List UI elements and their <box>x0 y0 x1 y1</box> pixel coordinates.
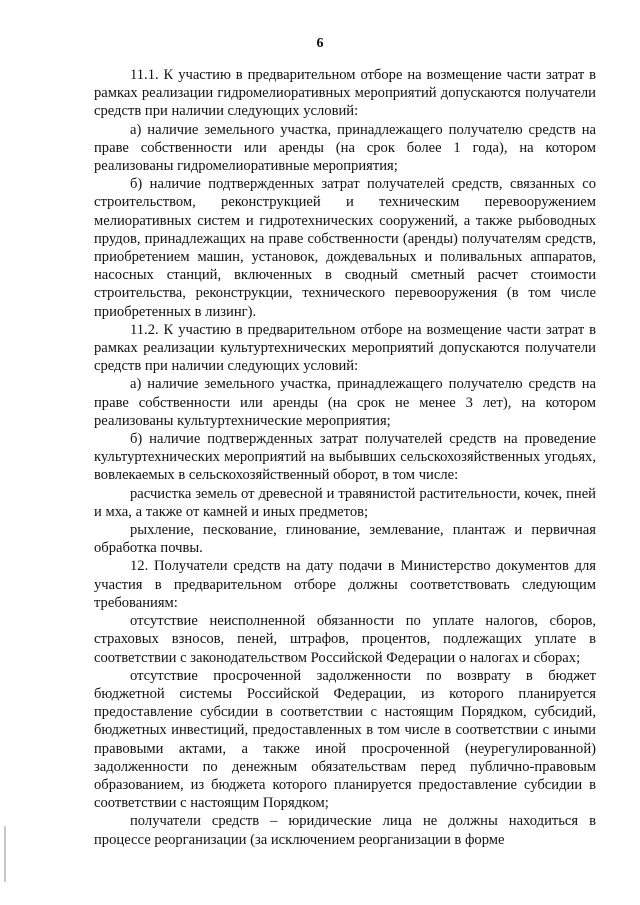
paragraph-11-2: 11.2. К участию в предварительном отборе на возмещение части затрат в рамках реализации культуртехнических мероприятий допускаются получатели средств при наличии следующих условий: <box>94 321 596 375</box>
paragraph-11-1: 11.1. К участию в предварительном отборе на возмещение части затрат в рамках реализации гидромелиоративных мероприятий допускаются получатели средств при наличии следующих условий: <box>94 67 596 120</box>
paragraph-loosening: рыхление, пескование, глинование, землевание, плантаж и первичная обработка почвы. <box>94 522 596 557</box>
page-number: 6 <box>316 36 324 51</box>
paragraph-clearing: расчистка земель от древесной и травянистой растительности, кочек, пней и мха, а также от камней и иных предметов; <box>94 485 596 520</box>
paragraph-11-1-b: б) наличие подтвержденных затрат получателей средств, связанных со строительством, реконструкцией и техническим перевооружением мелиоративных систем и гидротехнических сооружений, а также рыбоводных прудов, принадлежащих на праве собственности (аренды) получателям средств, приобретением машин, установок, дождевальных и поливальных аппаратов, насосных станций, включенных в сводный сметный расчет стоимости строительства, реконструкции, технического перевооружения (в том числе приобретенных в лизинг). <box>94 176 596 320</box>
paragraph-reorganization: получатели средств – юридические лица не должны находиться в процессе реорганизации (за исключением реорганизации в форме <box>94 813 596 848</box>
scan-edge-mark <box>4 826 6 882</box>
paragraph-debt: отсутствие просроченной задолженности по возврату в бюджет бюджетной системы Российской Федерации, из которого планируется предоставление субсидии в соответствии с настоящим Порядком, субсидий, бюджетных инвестиций, предоставленных в том числе в соответствии с иными правовыми актами, а также иной просроченной (неурегулированной) задолженности по денежным обязательствам перед публично-правовым образованием, из бюджета которого планируется предоставление субсидии в соответствии с настоящим Порядком; <box>94 667 596 812</box>
paragraph-taxes: отсутствие неисполненной обязанности по уплате налогов, сборов, страховых взносов, пеней, штрафов, процентов, подлежащих уплате в соответствии с законодательством Российской Федерации о налогах и сборах; <box>94 613 596 666</box>
paragraph-11-1-a: а) наличие земельного участка, принадлежащего получателю средств на праве собственности или аренды (на срок более 1 года), на котором реализованы гидромелиоративные мероприятия; <box>94 121 596 175</box>
paragraph-12: 12. Получатели средств на дату подачи в Министерство документов для участия в предварительном отборе должны соответствовать следующим требованиям: <box>94 558 596 611</box>
document-body <box>94 66 596 849</box>
paragraph-11-2-b: б) наличие подтвержденных затрат получателей средств на проведение культуртехнических мероприятий на выбывших сельскохозяйственных угодьях, вовлекаемых в сельскохозяйственный оборот, в том числе: <box>94 431 596 484</box>
paragraph-11-2-a: а) наличие земельного участка, принадлежащего получателю средств на праве собственности или аренды (на срок не менее 3 лет), на котором реализованы культуртехнические мероприятия; <box>94 376 596 429</box>
